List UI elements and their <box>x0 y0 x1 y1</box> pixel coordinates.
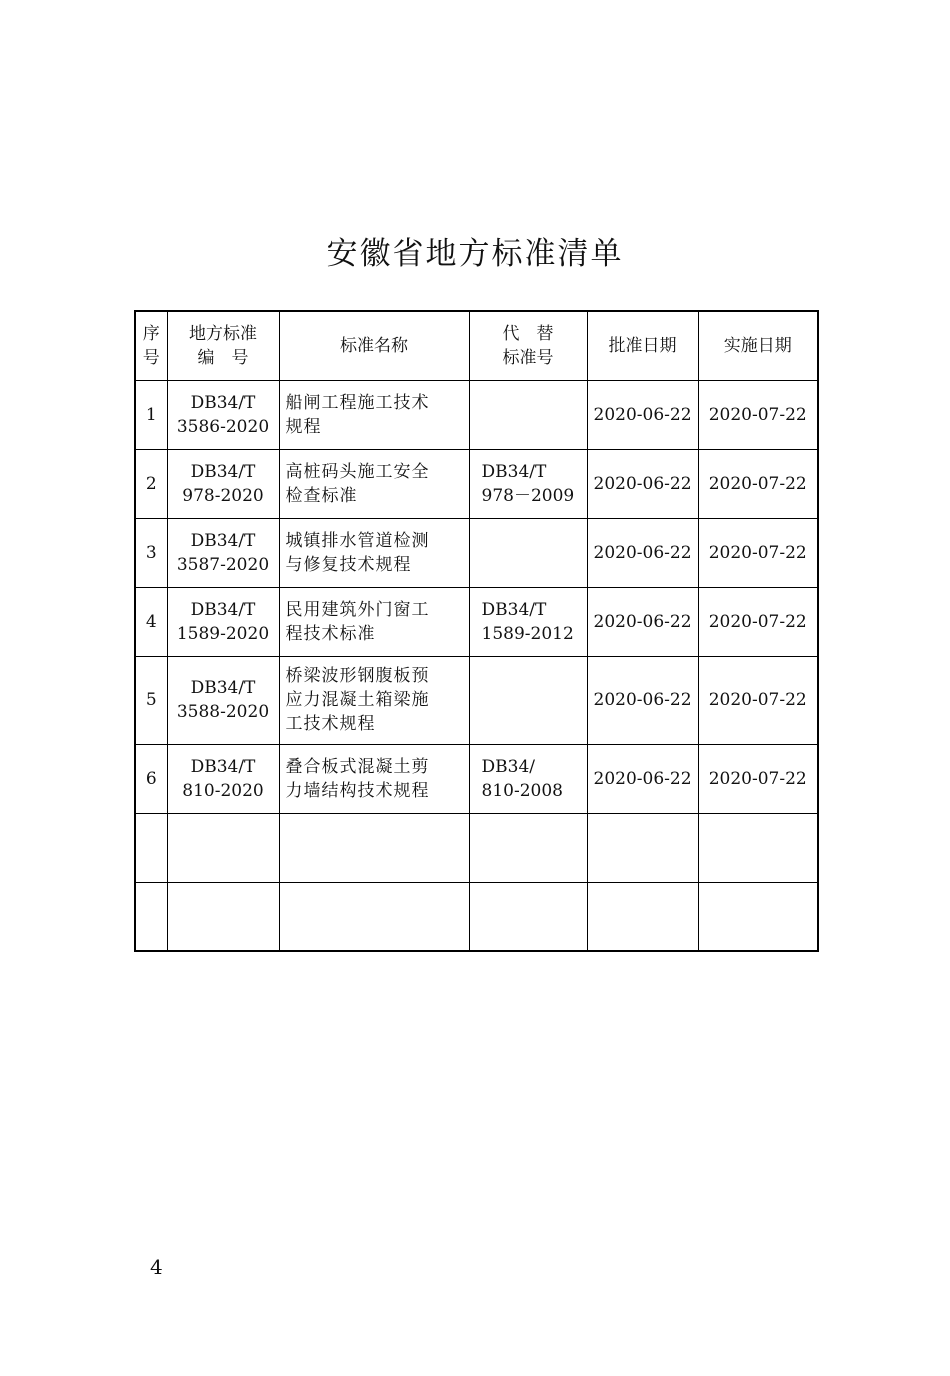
cell-empty <box>587 813 698 882</box>
cell-code: DB34/T 3588-2020 <box>167 656 279 744</box>
cell-name: 城镇排水管道检测 与修复技术规程 <box>279 518 469 587</box>
header-name: 标准名称 <box>279 311 469 380</box>
page-title: 安徽省地方标准清单 <box>326 236 624 272</box>
header-implement-date: 实施日期 <box>698 311 818 380</box>
cell-name: 高桩码头施工安全 检查标准 <box>279 449 469 518</box>
table-row <box>135 656 818 744</box>
cell-replace <box>469 380 587 449</box>
cell-num: 2 <box>135 449 167 518</box>
cell-replace: DB34/T 1589-2012 <box>469 587 587 656</box>
cell-implement-date: 2020-07-22 <box>698 744 818 813</box>
table-row <box>135 744 818 813</box>
cell-empty <box>135 882 167 951</box>
header-approve-date: 批准日期 <box>587 311 698 380</box>
cell-num: 5 <box>135 656 167 744</box>
cell-num: 1 <box>135 380 167 449</box>
table-row <box>135 518 818 587</box>
cell-num: 4 <box>135 587 167 656</box>
cell-implement-date: 2020-07-22 <box>698 587 818 656</box>
cell-approve-date: 2020-06-22 <box>587 744 698 813</box>
header-num: 序 号 <box>135 311 167 380</box>
table-row-empty <box>135 813 818 882</box>
cell-implement-date: 2020-07-22 <box>698 380 818 449</box>
cell-empty <box>469 813 587 882</box>
cell-replace <box>469 656 587 744</box>
table-row <box>135 587 818 656</box>
cell-empty <box>469 882 587 951</box>
cell-empty <box>279 813 469 882</box>
cell-empty <box>587 882 698 951</box>
table-header-row <box>135 311 818 380</box>
cell-empty <box>167 813 279 882</box>
cell-empty <box>698 882 818 951</box>
header-code: 地方标准 编 号 <box>167 311 279 380</box>
cell-approve-date: 2020-06-22 <box>587 656 698 744</box>
cell-empty <box>698 813 818 882</box>
cell-code: DB34/T 978-2020 <box>167 449 279 518</box>
standards-table <box>134 310 819 952</box>
header-replace: 代 替 标准号 <box>469 311 587 380</box>
cell-replace <box>469 518 587 587</box>
cell-name: 桥梁波形钢腹板预 应力混凝土箱梁施 工技术规程 <box>279 656 469 744</box>
cell-code: DB34/T 3587-2020 <box>167 518 279 587</box>
cell-code: DB34/T 1589-2020 <box>167 587 279 656</box>
table-row-empty <box>135 882 818 951</box>
cell-name: 民用建筑外门窗工 程技术标准 <box>279 587 469 656</box>
cell-code: DB34/T 810-2020 <box>167 744 279 813</box>
cell-num: 3 <box>135 518 167 587</box>
cell-empty <box>279 882 469 951</box>
cell-replace: DB34/ 810-2008 <box>469 744 587 813</box>
cell-empty <box>135 813 167 882</box>
cell-name: 叠合板式混凝土剪 力墙结构技术规程 <box>279 744 469 813</box>
page-number: 4 <box>150 1255 163 1279</box>
table-row <box>135 380 818 449</box>
cell-approve-date: 2020-06-22 <box>587 518 698 587</box>
cell-empty <box>167 882 279 951</box>
table-row <box>135 449 818 518</box>
cell-implement-date: 2020-07-22 <box>698 518 818 587</box>
cell-implement-date: 2020-07-22 <box>698 449 818 518</box>
cell-name: 船闸工程施工技术 规程 <box>279 380 469 449</box>
cell-num: 6 <box>135 744 167 813</box>
cell-code: DB34/T 3586-2020 <box>167 380 279 449</box>
cell-approve-date: 2020-06-22 <box>587 587 698 656</box>
cell-approve-date: 2020-06-22 <box>587 380 698 449</box>
cell-approve-date: 2020-06-22 <box>587 449 698 518</box>
cell-implement-date: 2020-07-22 <box>698 656 818 744</box>
cell-replace: DB34/T 978－2009 <box>469 449 587 518</box>
